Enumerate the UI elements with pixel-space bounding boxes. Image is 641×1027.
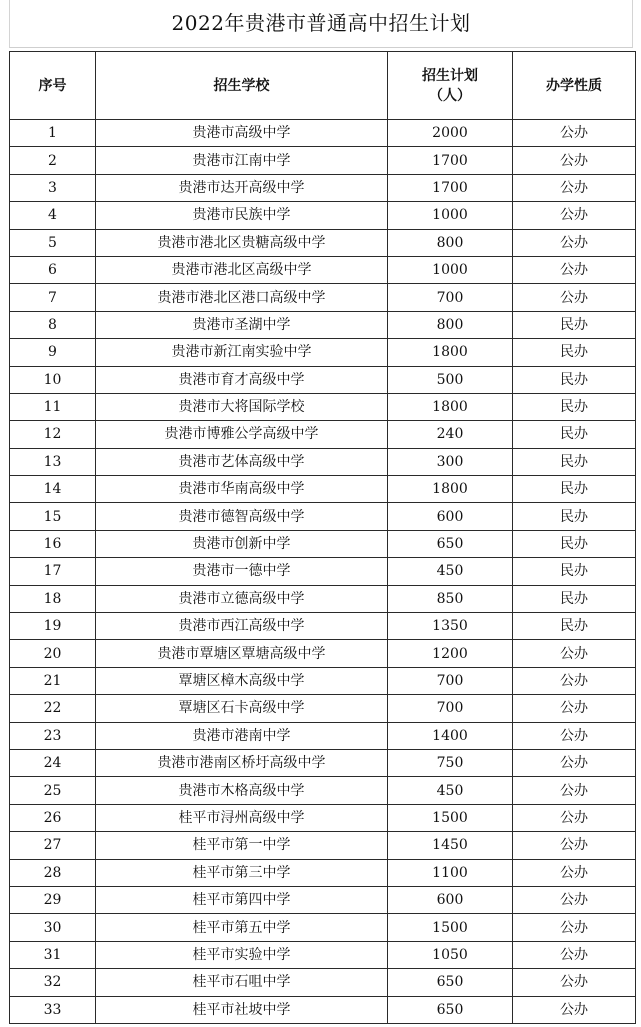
cell-index: 16: [10, 530, 96, 557]
header-plan-line1: 招生计划: [422, 67, 478, 84]
cell-plan: 800: [388, 229, 513, 256]
cell-index: 27: [10, 832, 96, 859]
cell-nature: 民办: [513, 613, 636, 640]
table-row: [10, 722, 636, 749]
cell-nature: 公办: [513, 969, 636, 996]
cell-nature: 公办: [513, 804, 636, 831]
cell-nature: 公办: [513, 256, 636, 283]
cell-school: 贵港市达开高级中学: [96, 174, 388, 201]
cell-nature: 民办: [513, 448, 636, 475]
cell-school: 贵港市港南中学: [96, 722, 388, 749]
cell-school: 桂平市石咀中学: [96, 969, 388, 996]
cell-index: 29: [10, 886, 96, 913]
cell-nature: 公办: [513, 886, 636, 913]
table-row: [10, 229, 636, 256]
cell-school: 贵港市江南中学: [96, 147, 388, 174]
cell-index: 23: [10, 722, 96, 749]
cell-nature: 民办: [513, 530, 636, 557]
cell-index: 10: [10, 366, 96, 393]
table-row: [10, 749, 636, 776]
cell-plan: 500: [388, 366, 513, 393]
header-school: 招生学校: [96, 52, 388, 120]
cell-plan: 700: [388, 695, 513, 722]
table-row: [10, 558, 636, 585]
cell-plan: 650: [388, 530, 513, 557]
cell-nature: 公办: [513, 695, 636, 722]
cell-index: 19: [10, 613, 96, 640]
header-plan: [388, 52, 513, 120]
cell-plan: 1000: [388, 202, 513, 229]
table-row: [10, 613, 636, 640]
cell-plan: 300: [388, 448, 513, 475]
cell-index: 6: [10, 256, 96, 283]
cell-nature: 公办: [513, 777, 636, 804]
cell-index: 33: [10, 996, 96, 1023]
cell-nature: 公办: [513, 284, 636, 311]
cell-plan: 1000: [388, 256, 513, 283]
table-header-row: [10, 52, 636, 120]
cell-index: 17: [10, 558, 96, 585]
cell-plan: 1700: [388, 147, 513, 174]
enrollment-plan-table: [9, 51, 636, 1024]
cell-nature: 公办: [513, 859, 636, 886]
cell-plan: 1400: [388, 722, 513, 749]
cell-plan: 600: [388, 886, 513, 913]
cell-plan: 1800: [388, 339, 513, 366]
table-row: [10, 256, 636, 283]
table-row: [10, 476, 636, 503]
cell-nature: 民办: [513, 366, 636, 393]
cell-plan: 1350: [388, 613, 513, 640]
cell-school: 贵港市博雅公学高级中学: [96, 421, 388, 448]
cell-plan: 1450: [388, 832, 513, 859]
table-row: [10, 120, 636, 147]
cell-school: 贵港市港北区高级中学: [96, 256, 388, 283]
table-row: [10, 448, 636, 475]
cell-index: 7: [10, 284, 96, 311]
cell-plan: 450: [388, 558, 513, 585]
cell-index: 18: [10, 585, 96, 612]
cell-school: 贵港市西江高级中学: [96, 613, 388, 640]
table-row: [10, 421, 636, 448]
cell-index: 21: [10, 667, 96, 694]
cell-plan: 700: [388, 667, 513, 694]
cell-nature: 公办: [513, 640, 636, 667]
cell-plan: 850: [388, 585, 513, 612]
cell-nature: 民办: [513, 393, 636, 420]
title-bar: [9, 0, 633, 48]
table-row: [10, 996, 636, 1023]
cell-plan: 650: [388, 996, 513, 1023]
table-row: [10, 886, 636, 913]
cell-plan: 1050: [388, 941, 513, 968]
cell-nature: 公办: [513, 914, 636, 941]
cell-nature: 民办: [513, 476, 636, 503]
cell-index: 25: [10, 777, 96, 804]
cell-index: 4: [10, 202, 96, 229]
table-row: [10, 174, 636, 201]
cell-plan: 1800: [388, 393, 513, 420]
cell-nature: 民办: [513, 421, 636, 448]
cell-index: 31: [10, 941, 96, 968]
cell-plan: 650: [388, 969, 513, 996]
cell-school: 贵港市民族中学: [96, 202, 388, 229]
cell-index: 3: [10, 174, 96, 201]
cell-school: 贵港市创新中学: [96, 530, 388, 557]
cell-plan: 1800: [388, 476, 513, 503]
cell-school: 贵港市一德中学: [96, 558, 388, 585]
table-row: [10, 695, 636, 722]
cell-index: 1: [10, 120, 96, 147]
cell-school: 贵港市覃塘区覃塘高级中学: [96, 640, 388, 667]
header-index: 序号: [10, 52, 96, 120]
cell-nature: 公办: [513, 120, 636, 147]
cell-nature: 民办: [513, 585, 636, 612]
cell-index: 24: [10, 749, 96, 776]
cell-plan: 2000: [388, 120, 513, 147]
cell-nature: 民办: [513, 311, 636, 338]
cell-index: 9: [10, 339, 96, 366]
cell-school: 桂平市浔州高级中学: [96, 804, 388, 831]
cell-index: 20: [10, 640, 96, 667]
table-row: [10, 667, 636, 694]
cell-school: 贵港市新江南实验中学: [96, 339, 388, 366]
table-row: [10, 640, 636, 667]
page-title: 2022年贵港市普通高中招生计划: [171, 11, 471, 35]
cell-nature: 公办: [513, 174, 636, 201]
cell-school: 贵港市圣湖中学: [96, 311, 388, 338]
cell-index: 28: [10, 859, 96, 886]
cell-school: 桂平市第一中学: [96, 832, 388, 859]
cell-nature: 公办: [513, 749, 636, 776]
table-row: [10, 914, 636, 941]
cell-plan: 800: [388, 311, 513, 338]
cell-plan: 750: [388, 749, 513, 776]
cell-index: 8: [10, 311, 96, 338]
table-row: [10, 804, 636, 831]
table-body: [10, 120, 636, 1024]
cell-school: 贵港市高级中学: [96, 120, 388, 147]
table-row: [10, 284, 636, 311]
cell-school: 贵港市港北区港口高级中学: [96, 284, 388, 311]
cell-index: 2: [10, 147, 96, 174]
table-row: [10, 585, 636, 612]
cell-school: 桂平市第四中学: [96, 886, 388, 913]
cell-school: 桂平市社坡中学: [96, 996, 388, 1023]
cell-nature: 公办: [513, 996, 636, 1023]
header-nature: 办学性质: [513, 52, 636, 120]
cell-nature: 公办: [513, 941, 636, 968]
cell-school: 贵港市立德高级中学: [96, 585, 388, 612]
table-row: [10, 530, 636, 557]
cell-plan: 1500: [388, 804, 513, 831]
table-row: [10, 339, 636, 366]
table-row: [10, 393, 636, 420]
cell-nature: 公办: [513, 202, 636, 229]
cell-school: 贵港市育才高级中学: [96, 366, 388, 393]
cell-index: 26: [10, 804, 96, 831]
table-row: [10, 832, 636, 859]
header-plan-line2: （人）: [429, 87, 471, 104]
cell-school: 桂平市实验中学: [96, 941, 388, 968]
cell-index: 5: [10, 229, 96, 256]
cell-nature: 公办: [513, 147, 636, 174]
cell-index: 14: [10, 476, 96, 503]
cell-school: 贵港市大将国际学校: [96, 393, 388, 420]
cell-nature: 公办: [513, 722, 636, 749]
cell-nature: 公办: [513, 832, 636, 859]
cell-nature: 民办: [513, 558, 636, 585]
cell-nature: 公办: [513, 667, 636, 694]
cell-plan: 700: [388, 284, 513, 311]
cell-school: 桂平市第三中学: [96, 859, 388, 886]
cell-index: 32: [10, 969, 96, 996]
table-row: [10, 311, 636, 338]
cell-plan: 1500: [388, 914, 513, 941]
cell-plan: 450: [388, 777, 513, 804]
cell-school: 贵港市港南区桥圩高级中学: [96, 749, 388, 776]
cell-index: 13: [10, 448, 96, 475]
cell-nature: 民办: [513, 503, 636, 530]
table-row: [10, 941, 636, 968]
table-row: [10, 859, 636, 886]
table-row: [10, 503, 636, 530]
cell-school: 贵港市木格高级中学: [96, 777, 388, 804]
cell-index: 12: [10, 421, 96, 448]
cell-school: 贵港市华南高级中学: [96, 476, 388, 503]
cell-school: 桂平市第五中学: [96, 914, 388, 941]
table-row: [10, 202, 636, 229]
table-row: [10, 969, 636, 996]
table-row: [10, 777, 636, 804]
table-header: [10, 52, 636, 120]
cell-plan: 600: [388, 503, 513, 530]
cell-plan: 1100: [388, 859, 513, 886]
cell-school: 覃塘区樟木高级中学: [96, 667, 388, 694]
cell-index: 15: [10, 503, 96, 530]
cell-nature: 民办: [513, 339, 636, 366]
cell-nature: 公办: [513, 229, 636, 256]
cell-school: 贵港市港北区贵糖高级中学: [96, 229, 388, 256]
cell-index: 22: [10, 695, 96, 722]
cell-plan: 240: [388, 421, 513, 448]
cell-plan: 1700: [388, 174, 513, 201]
cell-plan: 1200: [388, 640, 513, 667]
cell-index: 30: [10, 914, 96, 941]
cell-school: 贵港市艺体高级中学: [96, 448, 388, 475]
table-row: [10, 366, 636, 393]
cell-index: 11: [10, 393, 96, 420]
cell-school: 覃塘区石卡高级中学: [96, 695, 388, 722]
cell-school: 贵港市德智高级中学: [96, 503, 388, 530]
table-row: [10, 147, 636, 174]
